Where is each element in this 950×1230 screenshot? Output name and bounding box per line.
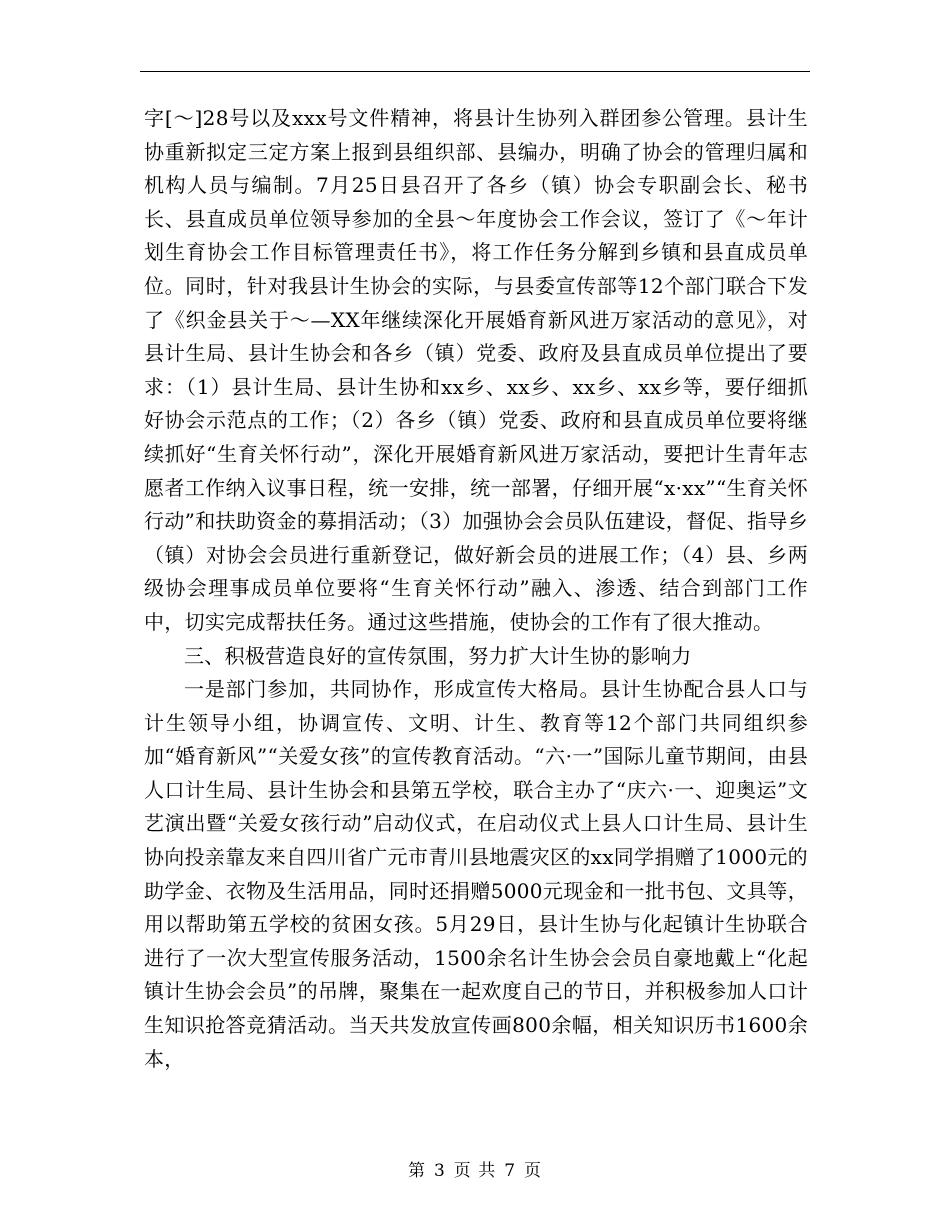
current-page-number: 3 [433, 1161, 446, 1181]
document-body [144, 102, 808, 1076]
page-label-mid: 页 共 [453, 1161, 497, 1181]
page-footer [0, 1156, 950, 1181]
section-heading: 三、积极营造良好的宣传氛围，努力扩大计生协的影响力 [184, 643, 692, 668]
page-label-suffix: 页 [524, 1161, 543, 1181]
page-label-prefix: 第 [407, 1161, 426, 1181]
paragraph-continuation: 字[～]28号以及xxx号文件精神，将县计生协列入群团参公管理。县计生协重新拟定三定方案上报到县组织部、县编办，明确了协会的管理归属和机构人员与编制。7月25日县召开了各乡（镇）协会专职副会长、秘书长、县直成员单位领导参加的全县～年度协会工作会议，签订了《～年计划生育协会工作目标管理责任书》，将工作任务分解到乡镇和县直成员单位。同时，针对我县计生协会的实际，与县委宣传部等12个部门联合下发了《织金县关于～—XX年继续深化开展婚育新风进万家活动的意见》，对县计生局、县计生协会和各乡（镇）党委、政府及县直成员单位提出了要求：（1）县计生局、县计生协和xx乡、xx乡、xx乡、xx乡等，要仔细抓好协会示范点的工作；（2）各乡（镇）党委、政府和县直成员单位要将继续抓好“生育关怀行动”，深化开展婚育新风进万家活动，要把计生青年志愿者工作纳入议事日程，统一安排，统一部署，仔细开展“x·xx”“生育关怀行动”和扶助资金的募捐活动；（3）加强协会会员队伍建设，督促、指导乡（镇）对协会会员进行重新登记，做好新会员的进展工作；（4）县、乡两级协会理事成员单位要将“生育关怀行动”融入、渗透、结合到部门工作中，切实完成帮扶任务。通过这些措施，使协会的工作有了很大推动。 [144, 106, 808, 634]
total-pages-number: 7 [504, 1161, 517, 1181]
paragraph-publicity: 一是部门参加，共同协作，形成宣传大格局。县计生协配合县人口与计生领导小组，协调宣传、文明、计生、教育等12个部门共同组织参加“婚育新风”“关爱女孩”的宣传教育活动。“六·一”国际儿童节期间，由县人口计生局、县计生协会和县第五学校，联合主办了“庆六·一、迎奥运”文艺演出暨“关爱女孩行动”启动仪式，在启动仪式上县人口计生局、县计生协向投亲靠友来自四川省广元市青川县地震灾区的xx同学捐赠了1000元的助学金、衣物及生活用品，同时还捐赠5000元现金和一批书包、文具等，用以帮助第五学校的贫困女孩。5月29日，县计生协与化起镇计生协联合进行了一次大型宣传服务活动，1500余名计生协会会员自豪地戴上“化起镇计生协会会员”的吊牌，聚集在一起欢度自己的节日，并积极参加人口计生知识抢答竞猜活动。当天共发放宣传画800余幅，相关知识历书1600余本， [144, 677, 808, 1071]
header-rule [140, 71, 810, 72]
